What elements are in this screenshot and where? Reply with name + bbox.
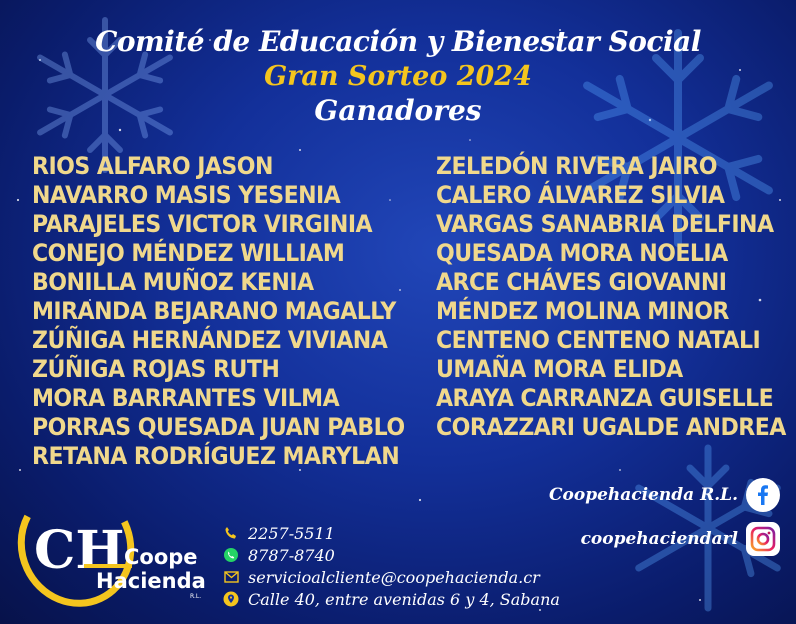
- logo-name-line1: Coope: [124, 545, 198, 569]
- page-title: Comité de Educación y Bienestar Social: [95, 25, 701, 58]
- winners-heading: Ganadores: [314, 94, 482, 127]
- winner-name: RIOS ALFARO JASON: [32, 152, 273, 180]
- page-subtitle: Gran Sorteo 2024: [264, 61, 532, 92]
- facebook-link[interactable]: [549, 478, 780, 512]
- contact-whatsapp: [222, 544, 560, 566]
- winner-name: ZÚÑIGA HERNÁNDEZ VIVIANA: [32, 326, 388, 354]
- winner-name: MÉNDEZ MOLINA MINOR: [436, 297, 729, 325]
- phone-icon: [222, 524, 240, 542]
- winner-name: MORA BARRANTES VILMA: [32, 384, 340, 412]
- winner-name: PORRAS QUESADA JUAN PABLO: [32, 413, 405, 441]
- instagram-icon: [746, 522, 780, 556]
- logo-suffix: R.L.: [190, 593, 202, 600]
- header: [0, 24, 796, 128]
- contact-phone: [222, 522, 560, 544]
- winner-name: NAVARRO MASIS YESENIA: [32, 181, 341, 209]
- contact-email[interactable]: [222, 566, 560, 588]
- winner-name: CENTENO CENTENO NATALI: [436, 326, 761, 354]
- location-pin-icon: [222, 590, 240, 608]
- contact-address: [222, 588, 560, 610]
- whatsapp-icon: [222, 546, 240, 564]
- facebook-icon: [746, 478, 780, 512]
- winner-name: BONILLA MUÑOZ KENIA: [32, 268, 314, 296]
- instagram-link[interactable]: [581, 522, 780, 556]
- coopehacienda-logo: [14, 484, 214, 614]
- contact-info: [222, 522, 560, 610]
- street-address: Calle 40, entre avenidas 6 y 4, Sabana: [248, 589, 560, 609]
- winner-name: QUESADA MORA NOELIA: [436, 239, 728, 267]
- facebook-handle: Coopehacienda R.L.: [548, 485, 738, 505]
- winner-name: UMAÑA MORA ELIDA: [436, 355, 683, 383]
- winner-name: CORAZZARI UGALDE ANDREA: [436, 413, 786, 441]
- winner-name: RETANA RODRÍGUEZ MARYLAN: [32, 442, 400, 470]
- winner-name: ZELEDÓN RIVERA JAIRO: [436, 152, 717, 180]
- winner-name: PARAJELES VICTOR VIRGINIA: [32, 210, 373, 238]
- winners-list-left: [32, 152, 437, 471]
- winner-name: ZÚÑIGA ROJAS RUTH: [32, 355, 280, 383]
- winner-name: ARCE CHÁVES GIOVANNI: [436, 268, 727, 296]
- winner-name: CONEJO MÉNDEZ WILLIAM: [32, 239, 345, 267]
- logo-monogram: CH: [34, 520, 125, 581]
- instagram-handle: coopehaciendarl: [580, 529, 738, 549]
- email-address: servicioalcliente@coopehacienda.cr: [248, 567, 540, 587]
- winners-list-right: [436, 152, 796, 442]
- winner-name: CALERO ÁLVAREZ SILVIA: [436, 181, 725, 209]
- winner-name: ARAYA CARRANZA GUISELLE: [436, 384, 774, 412]
- phone-number: 2257-5511: [248, 523, 335, 543]
- winner-name: MIRANDA BEJARANO MAGALLY: [32, 297, 396, 325]
- envelope-icon: [222, 568, 240, 586]
- logo-name-line2: Hacienda: [96, 569, 206, 593]
- whatsapp-number: 8787-8740: [248, 545, 335, 565]
- winner-name: VARGAS SANABRIA DELFINA: [436, 210, 774, 238]
